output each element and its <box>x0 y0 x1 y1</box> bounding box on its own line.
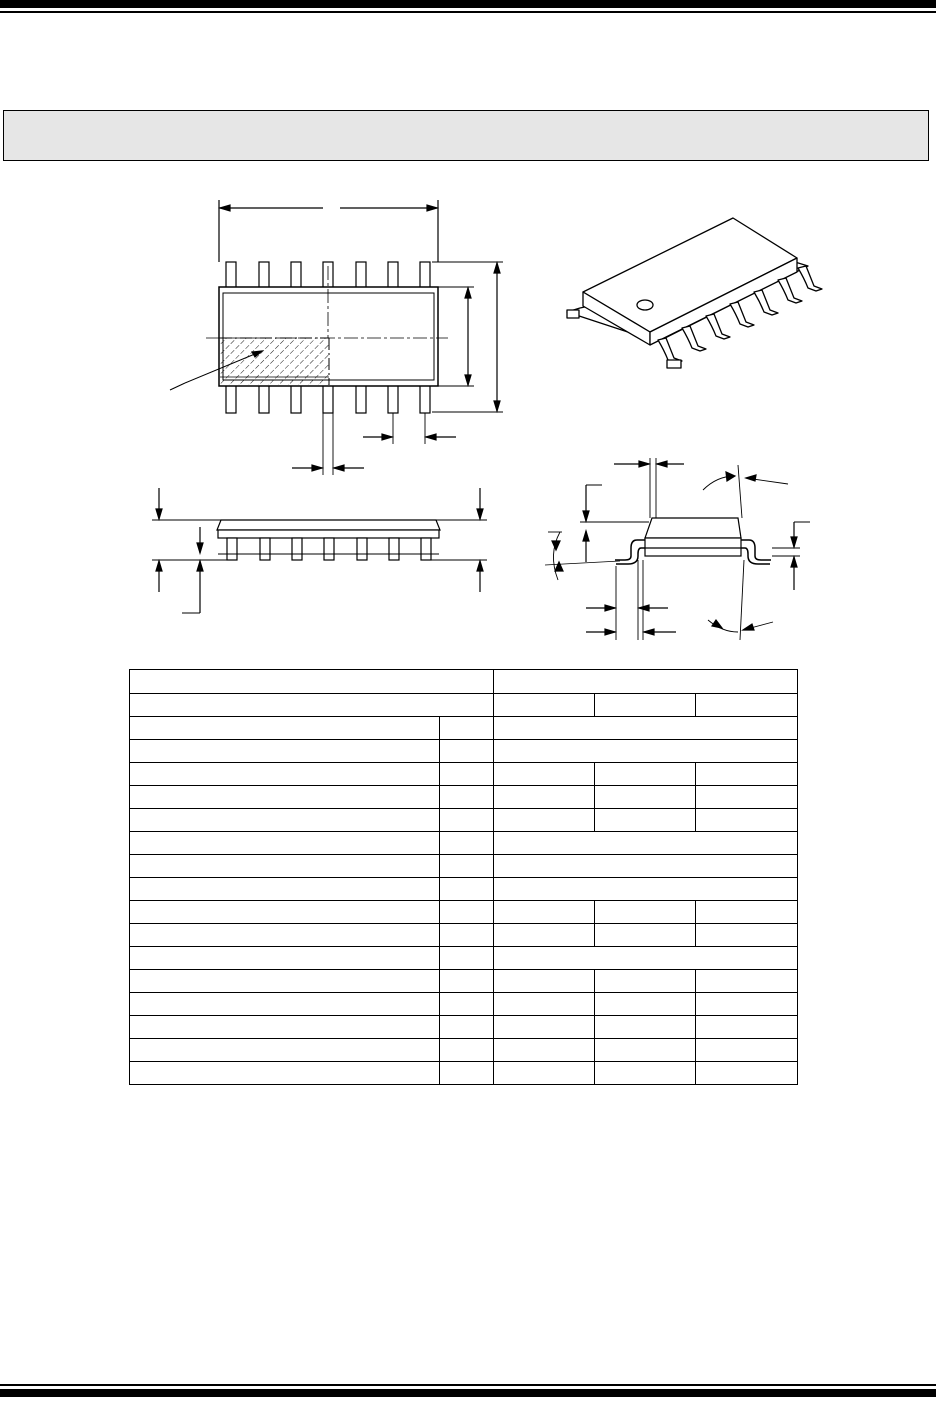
table-cell <box>494 878 798 901</box>
table-row <box>130 878 798 901</box>
table-cell <box>494 740 798 763</box>
table-cell <box>130 970 440 993</box>
package-drawing <box>0 0 936 660</box>
table-cell <box>440 1039 494 1062</box>
table-cell <box>440 855 494 878</box>
table-cell <box>494 1039 595 1062</box>
table-header-row <box>130 670 798 694</box>
table-cell <box>595 809 696 832</box>
table-row <box>130 717 798 740</box>
table-cell <box>494 924 595 947</box>
dimension-table <box>129 669 798 1085</box>
table-cell <box>130 740 440 763</box>
table-cell <box>440 717 494 740</box>
table-cell <box>440 763 494 786</box>
table-cell <box>440 924 494 947</box>
table-cell <box>440 970 494 993</box>
table-cell <box>130 901 440 924</box>
table-cell <box>130 694 494 717</box>
table-cell <box>494 970 595 993</box>
table-cell <box>130 924 440 947</box>
table-row <box>130 970 798 993</box>
table-cell <box>595 970 696 993</box>
table-cell <box>696 924 798 947</box>
table-cell <box>494 901 595 924</box>
table-cell <box>130 1016 440 1039</box>
table-row <box>130 993 798 1016</box>
table-cell <box>130 809 440 832</box>
table-cell <box>595 763 696 786</box>
table-cell <box>494 832 798 855</box>
table-row <box>130 809 798 832</box>
table-cell <box>696 901 798 924</box>
top-view <box>170 200 503 475</box>
table-row <box>130 924 798 947</box>
table-row <box>130 832 798 855</box>
table-cell <box>130 763 440 786</box>
table-cell <box>494 717 798 740</box>
table-row <box>130 1016 798 1039</box>
table-cell <box>595 901 696 924</box>
table-cell <box>440 809 494 832</box>
table-cell <box>696 1016 798 1039</box>
table-cell <box>440 901 494 924</box>
table-cell <box>494 1062 595 1085</box>
table-row <box>130 947 798 970</box>
table-row <box>130 740 798 763</box>
table-cell <box>130 947 440 970</box>
table-cell <box>440 1016 494 1039</box>
table-row <box>130 763 798 786</box>
table-cell <box>494 763 595 786</box>
table-header-row <box>130 694 798 717</box>
table-cell <box>595 1016 696 1039</box>
footer-rule-thick <box>0 1389 936 1397</box>
table-cell <box>696 1039 798 1062</box>
table-row <box>130 1039 798 1062</box>
table-cell <box>696 1062 798 1085</box>
footer-rule-thin <box>0 1384 936 1386</box>
table-cell <box>494 694 595 717</box>
table-cell <box>130 832 440 855</box>
table-cell <box>130 993 440 1016</box>
table-cell <box>595 694 696 717</box>
table-cell <box>440 993 494 1016</box>
table-cell <box>494 993 595 1016</box>
side-view <box>152 488 487 613</box>
isometric-view <box>567 218 822 368</box>
table-cell <box>130 670 494 694</box>
table-cell <box>130 855 440 878</box>
table-row <box>130 901 798 924</box>
table-cell <box>595 924 696 947</box>
table-cell <box>494 786 595 809</box>
table-cell <box>494 670 798 694</box>
table-cell <box>440 740 494 763</box>
table-cell <box>494 947 798 970</box>
table-cell <box>696 809 798 832</box>
table-row <box>130 1062 798 1085</box>
table-cell <box>595 786 696 809</box>
table-cell <box>440 1062 494 1085</box>
table-cell <box>595 1062 696 1085</box>
lead-detail-view <box>545 458 810 640</box>
table-cell <box>595 1039 696 1062</box>
table-cell <box>130 1039 440 1062</box>
table-row <box>130 786 798 809</box>
table-cell <box>130 717 440 740</box>
table-cell <box>130 1062 440 1085</box>
table-cell <box>130 878 440 901</box>
table-cell <box>494 1016 595 1039</box>
table-cell <box>494 809 595 832</box>
table-cell <box>696 993 798 1016</box>
table-cell <box>696 763 798 786</box>
table-cell <box>595 993 696 1016</box>
table-cell <box>130 786 440 809</box>
table-cell <box>696 786 798 809</box>
table-cell <box>440 878 494 901</box>
table-cell <box>696 970 798 993</box>
table-cell <box>696 694 798 717</box>
table-cell <box>494 855 798 878</box>
table-cell <box>440 947 494 970</box>
table-cell <box>440 832 494 855</box>
table-cell <box>440 786 494 809</box>
table-row <box>130 855 798 878</box>
